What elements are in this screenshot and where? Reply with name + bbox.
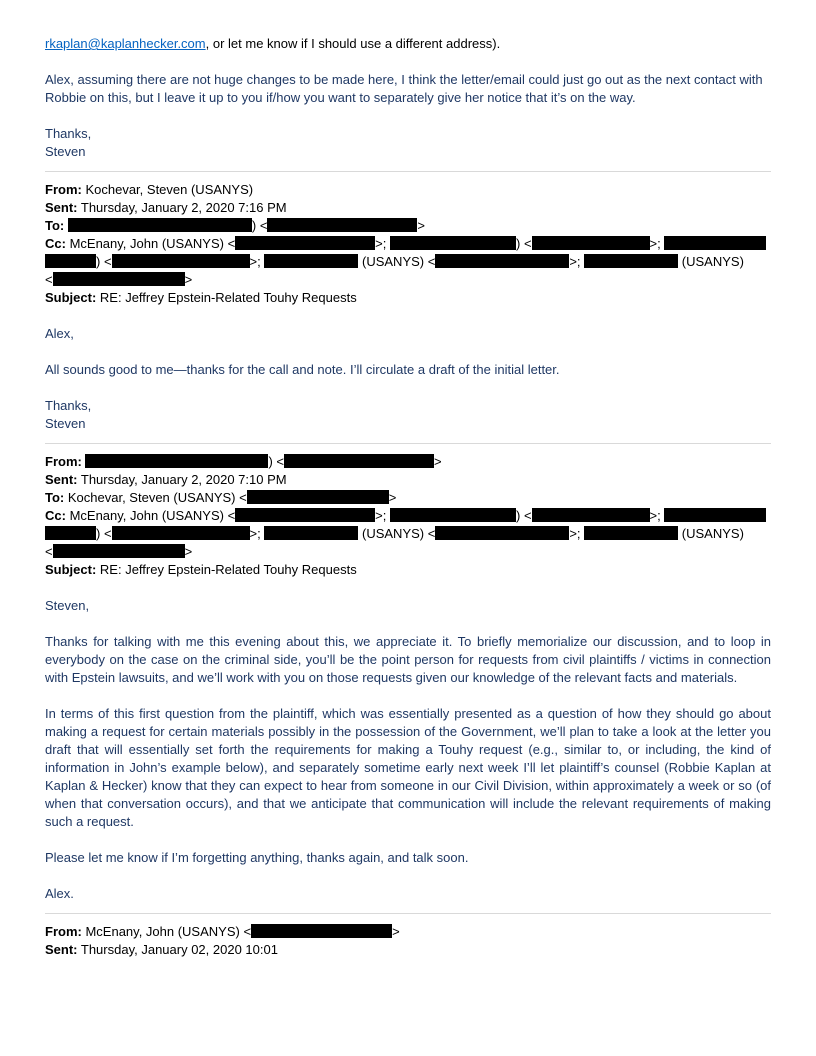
to-label: To: [45, 490, 65, 505]
sent-label: Sent: [45, 472, 78, 487]
email2-greeting: Steven, [45, 598, 90, 613]
email-thread [45, 35, 771, 959]
redaction [435, 254, 569, 268]
redaction [45, 254, 96, 268]
subject-value: RE: Jeffrey Epstein-Related Touhy Requests [99, 562, 357, 577]
redaction [584, 254, 678, 268]
email1-body: All sounds good to me—thanks for the call and note. I’ll circulate a draft of the initial letter. [45, 362, 560, 377]
redaction [532, 236, 650, 250]
email3-header: From: McEnany, John (USANYS) < > Sent: Thursday, January 02, 2020 10:01 [45, 924, 400, 957]
cc-value: McEnany, John (USANYS) [69, 508, 224, 523]
redaction [112, 254, 250, 268]
from-label: From: [45, 182, 82, 197]
redaction [53, 544, 185, 558]
to-label: To: [45, 218, 65, 233]
email2-paragraph-1: Thanks for talking with me this evening about this, we appreciate it. To briefly memorialize our discussion, and to loop in everybody on the case on the criminal side, you’ll be the point person for requests from civil plaintiffs / victims in connection with Epstein lawsuits, and we’ll work with you on those requests given our knowledge of the relevant facts and materials. [45, 634, 771, 685]
redaction [85, 454, 268, 468]
redaction [264, 254, 358, 268]
redaction [664, 236, 766, 250]
cc-label: Cc: [45, 508, 66, 523]
redaction [284, 454, 434, 468]
redaction [532, 508, 650, 522]
email1-signature: Steven [45, 416, 86, 431]
redaction [112, 526, 250, 540]
sent-label: Sent: [45, 942, 78, 957]
sent-value: Thursday, January 02, 2020 10:01 [80, 942, 278, 957]
redaction [664, 508, 766, 522]
redaction [390, 508, 516, 522]
redaction [235, 236, 375, 250]
redaction [247, 490, 389, 504]
from-label: From: [45, 454, 82, 469]
top-email-line [45, 35, 771, 53]
redaction [264, 526, 358, 540]
redaction [251, 924, 392, 938]
subject-label: Subject: [45, 562, 97, 577]
redaction [390, 236, 516, 250]
sent-value: Thursday, January 2, 2020 7:16 PM [80, 200, 287, 215]
from-value: McEnany, John (USANYS) [85, 924, 240, 939]
separator [45, 913, 771, 914]
email2-paragraph-2: In terms of this first question from the plaintiff, which was essentially presented as a question of how they should go about making a request for certain materials possibly in the possession of the Government, we’ll plan to take a look at the letter you draft that will essentially set forth the requirements for making a Touhy request (e.g., similar to, or including, the kind of information in John’s example below), and separately sometime early next week I’ll let plaintiff’s counsel (Robbie Kaplan at Kaplan & Hecker) know that they can expect to hear from someone in our Civil Division, within approximately a week or so (of when that conversation occurs), and that we anticipate that communication will include the relevant requirements of making such a request. [45, 706, 771, 829]
email-link[interactable]: rkaplan@kaplanhecker.com [45, 36, 206, 51]
email2-header: From: ) < > Sent: Thursday, January 2, 2020 7:10 PM To: Kochevar, Steven (USANYS) < > Cc: McEnany, John (USANYS) < >; ) < >; ) < >; (USANYS) < >; (USANYS) < > Subject: RE: Jeffrey Epstein-Related Touhy Requests [45, 453, 771, 579]
cc-org: (USANYS) [362, 526, 425, 541]
cc-org: (USANYS) [362, 254, 425, 269]
cc-value: McEnany, John (USANYS) [69, 236, 224, 251]
subject-value: RE: Jeffrey Epstein-Related Touhy Requests [99, 290, 357, 305]
cc-label: Cc: [45, 236, 66, 251]
top-signature: Steven [45, 144, 86, 159]
from-label: From: [45, 924, 82, 939]
email2-paragraph-3: Please let me know if I’m forgetting anything, thanks again, and talk soon. [45, 850, 469, 865]
redaction [584, 526, 678, 540]
separator [45, 171, 771, 172]
cc-org: (USANYS) [681, 526, 744, 541]
redaction [68, 218, 252, 232]
email1-header: From: Kochevar, Steven (USANYS) Sent: Thursday, January 2, 2020 7:16 PM To: ) < > Cc: McEnany, John (USANYS) < >; ) < >; ) < >; (USANYS) < >; (USANYS) < > Subject: RE: Jeffrey Epstein-Related Touhy Requests [45, 181, 771, 307]
redaction [435, 526, 569, 540]
redaction [53, 272, 185, 286]
email1-greeting: Alex, [45, 326, 74, 341]
email1-thanks: Thanks, [45, 398, 92, 413]
redaction [235, 508, 375, 522]
top-paragraph: Alex, assuming there are not huge changes to be made here, I think the letter/email could just go out as the next contact with Robbie on this, but I leave it up to you if/how you want to separately give her notice that it’s on the way. [45, 72, 763, 105]
sent-value: Thursday, January 2, 2020 7:10 PM [80, 472, 287, 487]
redaction [45, 526, 96, 540]
to-value: Kochevar, Steven (USANYS) [67, 490, 236, 505]
cc-org: (USANYS) [681, 254, 744, 269]
from-value: Kochevar, Steven (USANYS) [85, 182, 254, 197]
separator [45, 443, 771, 444]
top-thanks: Thanks, [45, 126, 92, 141]
sent-label: Sent: [45, 200, 78, 215]
subject-label: Subject: [45, 290, 97, 305]
email2-signoff: Alex. [45, 886, 74, 901]
email-suffix: , or let me know if I should use a different address). [205, 36, 501, 51]
redaction [267, 218, 417, 232]
